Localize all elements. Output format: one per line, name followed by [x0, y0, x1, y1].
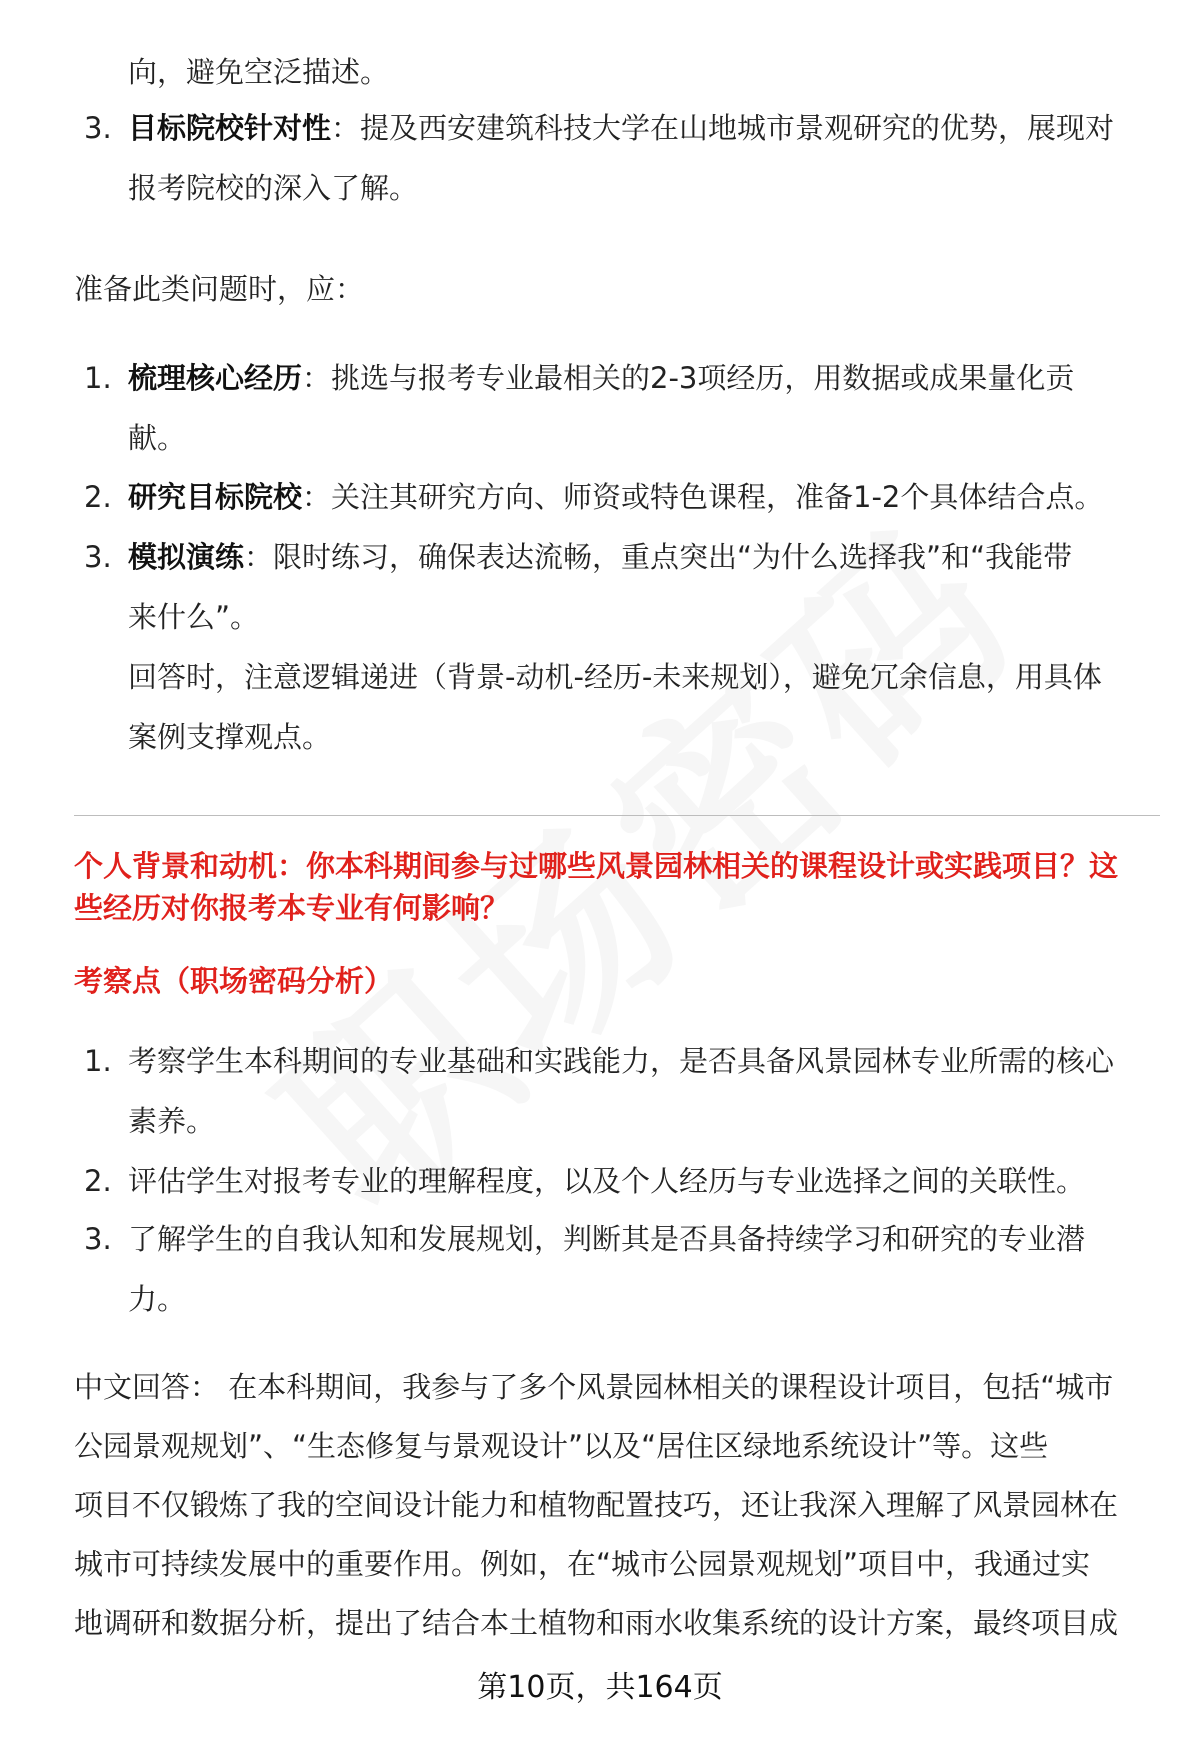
list-number: 1. [84, 361, 112, 395]
list-item-text: 来什么”。 [128, 600, 260, 634]
answer-line: 公园景观规划”、“生态修复与景观设计”以及“居住区绿地系统设计”等。这些 [74, 1429, 1049, 1463]
list-item-bold: 梳理核心经历 [128, 361, 303, 395]
list-item-text: 回答时，注意逻辑递进（背景-动机-经历-未来规划），避免冗余信息，用具体 [128, 660, 1102, 694]
list-number: 2. [84, 480, 112, 514]
list-item-text: 献。 [128, 421, 187, 455]
answer-line: 地调研和数据分析，提出了结合本土植物和雨水收集系统的设计方案，最终项目成 [74, 1606, 1119, 1640]
question-line: 个人背景和动机：你本科期间参与过哪些风景园林相关的课程设计或实践项目？这 [74, 849, 1119, 883]
list-item-text: 力。 [128, 1282, 187, 1316]
carry-over-line: 向，避免空泛描述。 [128, 55, 390, 89]
question-line: 些经历对你报考本专业有何影响？ [74, 891, 510, 925]
answer-line: 项目不仅锻炼了我的空间设计能力和植物配置技巧，还让我深入理解了风景园林在 [74, 1488, 1119, 1522]
answer-line: 城市可持续发展中的重要作用。例如，在“城市公园景观规划”项目中，我通过实 [74, 1547, 1091, 1581]
list-number: 1. [84, 1044, 112, 1078]
list-number: 3. [84, 540, 112, 574]
list-number: 3. [84, 1222, 112, 1256]
list-item-text: 考察学生本科期间的专业基础和实践能力，是否具备风景园林专业所需的核心 [128, 1044, 1115, 1078]
list-item-text: 报考院校的深入了解。 [128, 171, 419, 205]
list-number: 3. [84, 111, 112, 145]
question-heading [74, 845, 1174, 929]
answer-line: 中文回答： 在本科期间，我参与了多个风景园林相关的课程设计项目，包括“城市 [74, 1370, 1114, 1404]
section-divider [74, 815, 1160, 816]
list-item-bold: 研究目标院校 [128, 480, 303, 514]
list-number: 2. [84, 1164, 112, 1198]
list-item-text: ：限时练习，确保表达流畅，重点突出“为什么选择我”和“我能带 [244, 540, 1073, 574]
list-item-bold: 模拟演练 [128, 540, 245, 574]
list-item-text: ：挑选与报考专业最相关的2-3项经历，用数据或成果量化贡 [302, 361, 1075, 395]
list-item-text: 素养。 [128, 1104, 216, 1138]
list-item-text: 案例支撑观点。 [128, 720, 332, 754]
list-item-text: ：提及西安建筑科技大学在山地城市景观研究的优势，展现对 [331, 111, 1115, 145]
list-item-text: 了解学生的自我认知和发展规划，判断其是否具备持续学习和研究的专业潜 [128, 1222, 1086, 1256]
prep-intro: 准备此类问题时，应： [74, 272, 365, 306]
page-number-footer: 第10页，共164页 [477, 1670, 723, 1705]
list-item-text: ：关注其研究方向、师资或特色课程，准备1-2个具体结合点。 [302, 480, 1104, 514]
answer-paragraph [74, 1358, 1160, 1653]
list-item-text: 评估学生对报考专业的理解程度，以及个人经历与专业选择之间的关联性。 [128, 1164, 1086, 1198]
exam-points-title: 考察点（职场密码分析） [74, 964, 394, 998]
list-item-bold: 目标院校针对性 [128, 111, 332, 145]
